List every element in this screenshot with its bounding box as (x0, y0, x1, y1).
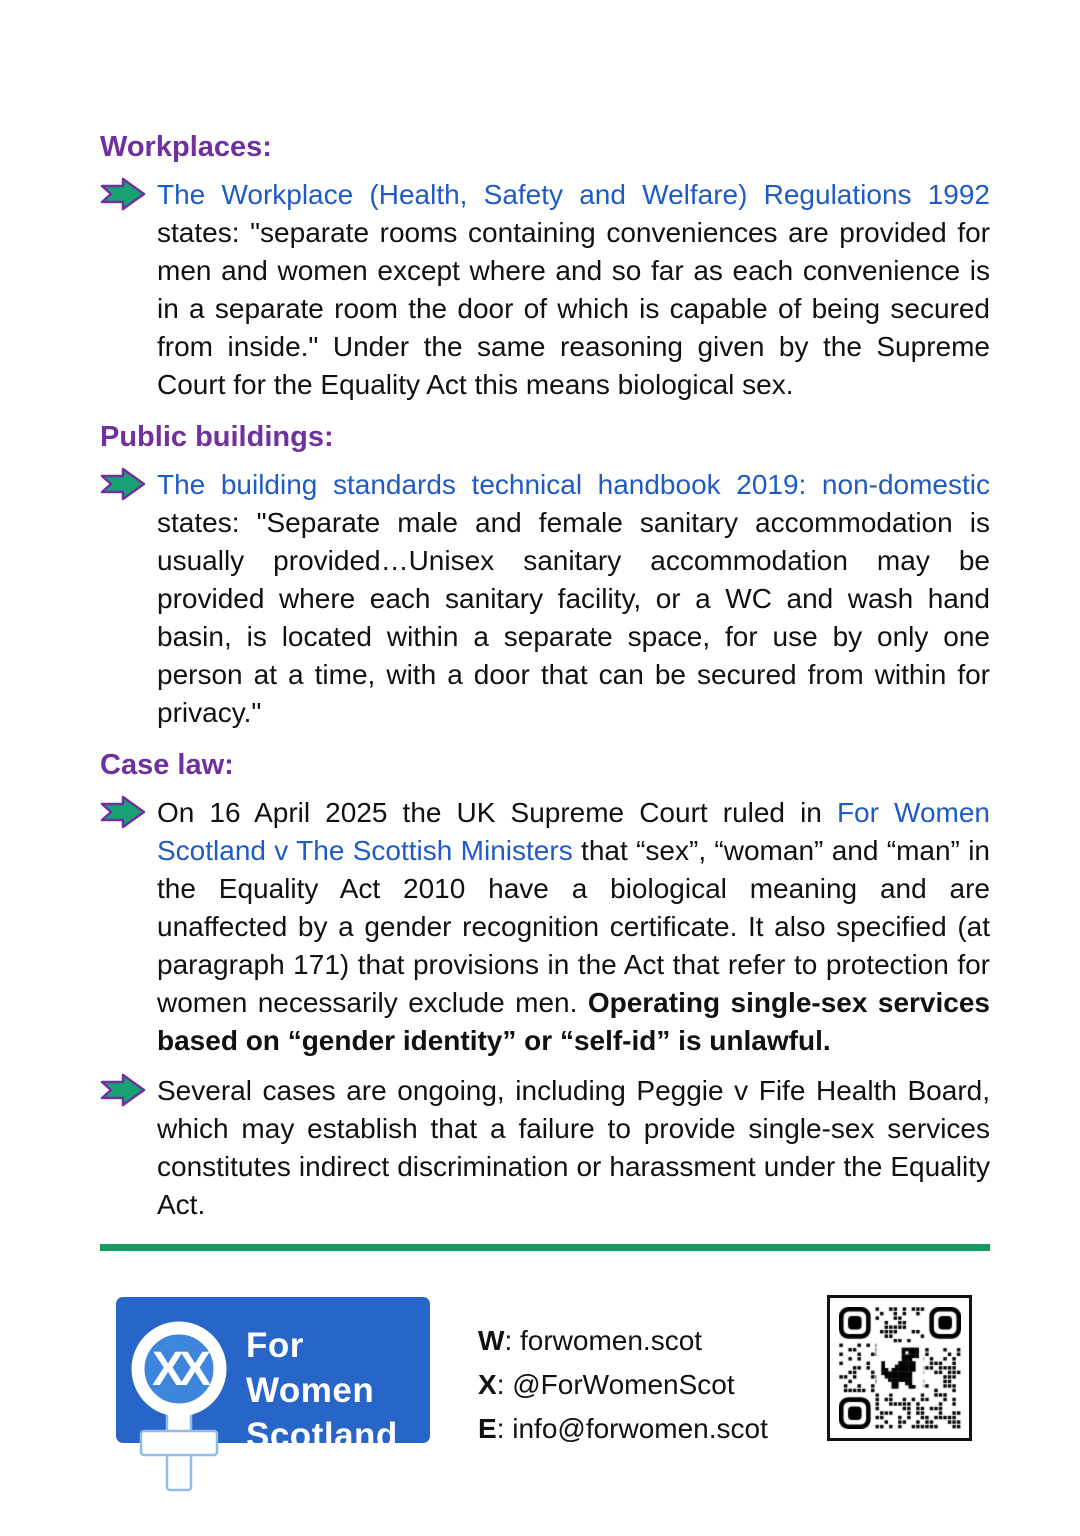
bullet-ongoing-cases (157, 1072, 990, 1224)
bullet-body-text: Several cases are ongoing, including Peggie v Fife Health Board, which may establish that a failure to provide single-sex services constitutes indirect discrimination or harassment under the Equality Act. (157, 1075, 990, 1220)
arrow-bullet-icon (100, 1073, 146, 1107)
contact-x-label: X (478, 1369, 497, 1400)
arrow-bullet-icon (100, 177, 146, 211)
bullet-supreme-court-ruling (157, 794, 990, 1060)
logo-line2: Scotland (246, 1416, 398, 1455)
footer-divider (100, 1244, 990, 1251)
qr-canvas (839, 1307, 961, 1429)
logo-wordmark (246, 1323, 430, 1458)
section-public-buildings (100, 422, 990, 732)
logo-line1: For Women (246, 1326, 375, 1410)
section-case-law (100, 750, 990, 1224)
contact-x-value[interactable]: : @ForWomenScot (496, 1369, 735, 1400)
contact-x-handle (478, 1363, 768, 1407)
link-fws-v-scottish-ministers[interactable]: For Women Scotland v The Scottish Ministers (157, 797, 990, 866)
qr-code (827, 1295, 972, 1441)
bullet-workplace-regulations (157, 176, 990, 404)
contact-block (478, 1319, 768, 1451)
for-women-scotland-logo (116, 1297, 430, 1455)
arrow-bullet-icon (100, 795, 146, 829)
section-heading-public-buildings: Public buildings: (100, 421, 334, 453)
female-symbol-icon (112, 1307, 252, 1492)
bullet-body-text: that “sex”, “woman” and “man” in the Equality Act 2010 have a biological meaning and are unaffected by a gender recognition certificate. It also specified (at paragraph 171) that provisions in the Act that refer to protection for women necessarily exclude men. (157, 835, 991, 1018)
link-building-standards[interactable]: The building standards technical handbook 2019: non-domestic (157, 469, 990, 500)
contact-website (478, 1319, 768, 1363)
xx-chromosome-letters: XX (151, 1343, 207, 1396)
contact-email-label: E (478, 1413, 497, 1444)
bullet-body-text: On 16 April 2025 the UK Supreme Court ruled in (157, 797, 837, 828)
contact-email-value[interactable]: : info@forwomen.scot (496, 1413, 768, 1444)
contact-website-value[interactable]: : forwomen.scot (504, 1325, 703, 1356)
bullet-bold-text: Operating single-sex services based on “gender identity” or “self-id” is unlawful. (157, 987, 990, 1056)
link-workplace-regulations[interactable]: The Workplace (Health, Safety and Welfare) Regulations 1992 (157, 179, 990, 210)
bullet-text (157, 466, 990, 732)
arrow-bullet-icon (100, 467, 146, 501)
bullet-body-text: states: "Separate male and female sanitary accommodation is usually provided…Unisex sanitary accommodation may be provided where each sanitary facility, or a WC and wash hand basin, is located within a separate space, for use by only one person at a time, with a door that can be secured from within for privacy." (157, 507, 990, 728)
section-heading-workplaces: Workplaces: (100, 131, 272, 163)
bullet-text (157, 1072, 990, 1224)
contact-email (478, 1407, 768, 1451)
footer (100, 1295, 990, 1525)
section-heading-case-law: Case law: (100, 749, 234, 781)
bullet-body-text: states: "separate rooms containing conveniences are provided for men and women except where and so far as each convenience is in a separate room the door of which is capable of being secured from inside." Under the same reasoning given by the Supreme Court for the Equality Act this means biological sex. (157, 217, 990, 400)
bullet-building-standards (157, 466, 990, 732)
bullet-text (157, 794, 990, 1060)
contact-website-label: W (478, 1325, 505, 1356)
section-workplaces (100, 132, 990, 404)
bullet-text (157, 176, 990, 404)
